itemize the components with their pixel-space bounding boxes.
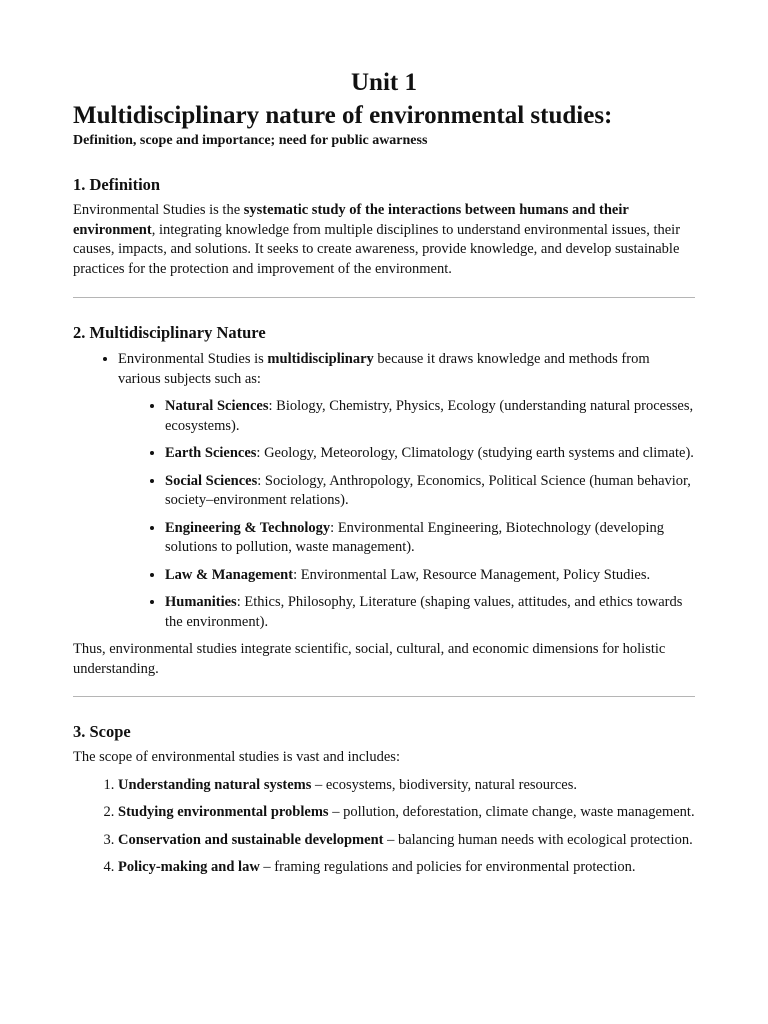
item-label: Policy-making and law <box>118 859 260 875</box>
multidisciplinary-conclusion: Thus, environmental studies integrate scientific, social, cultural, and economic dimensions for holistic understanding. <box>73 641 666 677</box>
item-label: Engineering & Technology <box>165 519 331 536</box>
item-text: – ecosystems, biodiversity, natural resources. <box>311 776 577 793</box>
item-text: : Environmental Engineering, Biotechnology (developing solutions to pollution, waste management). <box>165 519 664 555</box>
item-text: : Sociology, Anthropology, Economics, Political Science (human behavior, society–environment relations). <box>165 472 691 508</box>
multidisciplinary-list <box>73 350 695 632</box>
item-label: Conservation and sustainable development <box>118 831 384 848</box>
page-subtitle: Definition, scope and importance; need for public awarness <box>73 133 428 148</box>
list-item <box>165 593 695 632</box>
list-item <box>165 397 695 436</box>
unit-title: Unit 1 <box>351 69 417 96</box>
item-text: : Biology, Chemistry, Physics, Ecology (understanding natural processes, ecosystems). <box>165 398 694 434</box>
intro-text-post: because it draws knowledge and methods from various subjects such as: <box>118 351 650 387</box>
item-text: – framing regulations and policies for environmental protection. <box>259 859 636 875</box>
list-item <box>118 858 695 878</box>
intro-text-bold: multidisciplinary <box>267 351 374 367</box>
document-page <box>73 66 695 886</box>
divider <box>73 696 695 697</box>
multidisciplinary-heading: 2. Multidisciplinary Nature <box>73 323 266 342</box>
list-item <box>118 803 695 823</box>
scope-heading: 3. Scope <box>73 722 131 741</box>
item-text: – balancing human needs with ecological protection. <box>383 831 693 848</box>
scope-list <box>73 776 695 878</box>
item-label: Humanities <box>165 594 237 610</box>
definition-paragraph <box>73 201 695 279</box>
item-label: Studying environmental problems <box>118 804 329 820</box>
list-item <box>165 444 695 464</box>
list-item <box>165 566 695 586</box>
item-text: : Ethics, Philosophy, Literature (shaping values, attitudes, and ethics towards the environment). <box>165 594 683 630</box>
item-text: : Environmental Law, Resource Management, Policy Studies. <box>293 566 651 583</box>
disciplines-list <box>118 397 695 632</box>
scope-intro: The scope of environmental studies is vast and includes: <box>73 749 400 765</box>
list-item <box>165 519 695 558</box>
intro-text-pre: Environmental Studies is <box>118 351 268 367</box>
definition-text-pre: Environmental Studies is the <box>73 202 244 218</box>
list-item <box>165 472 695 511</box>
item-label: Earth Sciences <box>165 445 257 461</box>
definition-text-bold: systematic study of the interactions between humans and their environment <box>73 202 629 238</box>
page-title: Multidisciplinary nature of environmental studies: <box>73 102 613 129</box>
item-label: Natural Sciences <box>165 398 269 414</box>
list-item <box>118 350 695 632</box>
definition-text-post: , integrating knowledge from multiple disciplines to understand environmental issues, their causes, impacts, and solutions. It seeks to create awareness, provide knowledge, and develop sustainable practices for the protection and improvement of the environment. <box>73 221 681 277</box>
item-text: – pollution, deforestation, climate change, waste management. <box>328 804 695 820</box>
divider <box>73 297 695 298</box>
item-label: Social Sciences <box>165 472 258 489</box>
item-label: Law & Management <box>165 566 294 583</box>
list-item <box>118 831 695 851</box>
list-item <box>118 776 695 796</box>
definition-heading: 1. Definition <box>73 175 161 194</box>
item-label: Understanding natural systems <box>118 776 312 793</box>
item-text: : Geology, Meteorology, Climatology (studying earth systems and climate). <box>256 445 694 461</box>
